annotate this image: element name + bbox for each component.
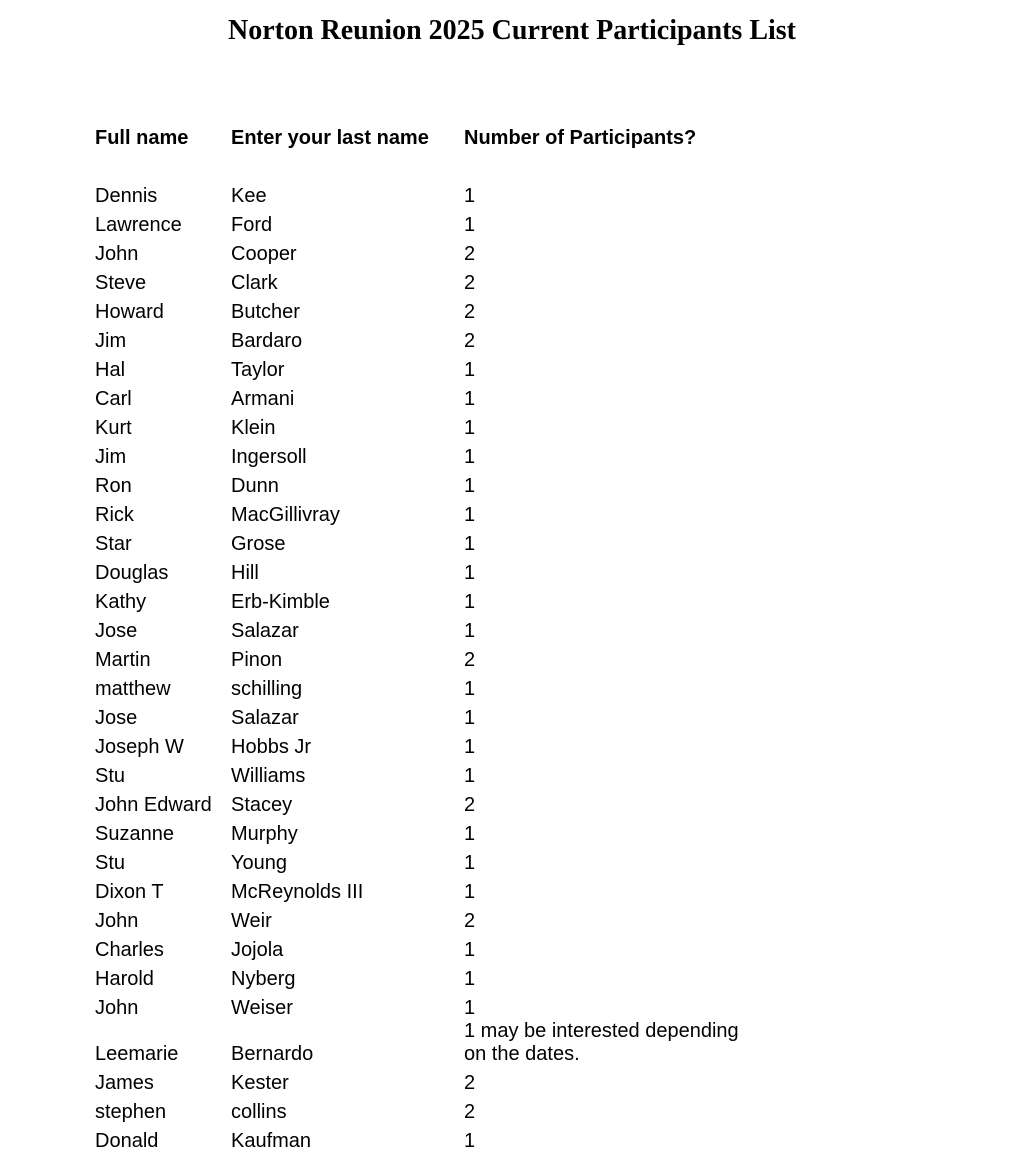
- table-row: [95, 527, 764, 556]
- last-name-cell: Bernardo: [231, 1043, 314, 1065]
- last-name-cell: Nyberg: [231, 968, 296, 990]
- last-name-cell: Klein: [231, 417, 276, 439]
- first-name-cell: Charles: [95, 939, 164, 961]
- table-row: [95, 962, 764, 991]
- participant-count-cell: 1: [464, 504, 476, 526]
- table-row: [95, 585, 764, 614]
- header-row: [95, 115, 764, 150]
- table-row: [95, 672, 764, 701]
- last-name-cell: Taylor: [231, 359, 285, 381]
- last-name-cell: McReynolds III: [231, 881, 364, 903]
- first-name-cell: stephen: [95, 1101, 167, 1123]
- participant-count-cell: 1: [464, 214, 476, 236]
- table-row: [95, 237, 764, 266]
- first-name-cell: Harold: [95, 968, 154, 990]
- participant-count-cell: 1: [464, 388, 476, 410]
- last-name-cell: MacGillivray: [231, 504, 340, 526]
- table-row: [95, 469, 764, 498]
- last-name-cell: Butcher: [231, 301, 300, 323]
- first-name-cell: John: [95, 243, 139, 265]
- last-name-cell: Kee: [231, 185, 267, 207]
- table-row: [95, 498, 764, 527]
- last-name-cell: Grose: [231, 533, 286, 555]
- first-name-cell: Jim: [95, 330, 127, 352]
- participant-count-cell: 2: [464, 1072, 476, 1094]
- table-row: [95, 411, 764, 440]
- table-row: [95, 179, 764, 208]
- table-body: [95, 150, 764, 1153]
- last-name-cell: Kester: [231, 1072, 289, 1094]
- participant-count-cell: 2: [464, 301, 476, 323]
- last-name-cell: collins: [231, 1101, 287, 1123]
- table-row: [95, 701, 764, 730]
- table-row: [95, 556, 764, 585]
- participant-count-cell: 1: [464, 475, 476, 497]
- participant-count-cell: 1: [464, 736, 476, 758]
- last-name-cell: Hobbs Jr: [231, 736, 312, 758]
- first-name-cell: Douglas: [95, 562, 169, 584]
- last-name-cell: Jojola: [231, 939, 284, 961]
- table-row: [95, 846, 764, 875]
- table-row: [95, 614, 764, 643]
- participant-count-cell: 2: [464, 649, 476, 671]
- first-name-cell: Dixon T: [95, 881, 164, 903]
- table-row: [95, 875, 764, 904]
- table-row: [95, 1066, 764, 1095]
- first-name-cell: Suzanne: [95, 823, 174, 845]
- participant-count-cell: 1: [464, 446, 476, 468]
- table-row: [95, 382, 764, 411]
- table-row: [95, 324, 764, 353]
- table-row: [95, 1095, 764, 1124]
- table-row: [95, 353, 764, 382]
- table-row: [95, 788, 764, 817]
- table-row: [95, 1020, 764, 1066]
- first-name-cell: Jim: [95, 446, 127, 468]
- last-name-cell: Weiser: [231, 997, 293, 1019]
- table-row: [95, 266, 764, 295]
- first-name-cell: Stu: [95, 765, 126, 787]
- spacer-row: [95, 150, 764, 179]
- participant-count-cell: 1: [464, 678, 476, 700]
- participant-count-cell: 1: [464, 765, 476, 787]
- participant-count-cell: 1: [464, 591, 476, 613]
- last-name-cell: Williams: [231, 765, 306, 787]
- participant-count-cell: 2: [464, 910, 476, 932]
- participant-count-cell: 1: [464, 185, 476, 207]
- table-row: [95, 208, 764, 237]
- table-row: [95, 643, 764, 672]
- participant-count-cell: 2: [464, 272, 476, 294]
- first-name-cell: James: [95, 1072, 154, 1094]
- last-name-cell: schilling: [231, 678, 303, 700]
- first-name-cell: Carl: [95, 388, 132, 410]
- header-participant-count: Number of Participants?: [464, 127, 697, 149]
- participant-count-cell: 1: [464, 823, 476, 845]
- first-name-cell: John Edward: [95, 794, 212, 816]
- last-name-cell: Salazar: [231, 707, 299, 729]
- first-name-cell: Lawrence: [95, 214, 182, 236]
- participant-count-cell: 1: [464, 939, 476, 961]
- header-full-name: Full name: [95, 127, 189, 149]
- last-name-cell: Armani: [231, 388, 295, 410]
- participant-count-cell: 1: [464, 707, 476, 729]
- first-name-cell: Star: [95, 533, 132, 555]
- last-name-cell: Kaufman: [231, 1130, 312, 1152]
- first-name-cell: Donald: [95, 1130, 159, 1152]
- first-name-cell: Ron: [95, 475, 132, 497]
- first-name-cell: Martin: [95, 649, 151, 671]
- last-name-cell: Stacey: [231, 794, 293, 816]
- participant-count-cell: 2: [464, 330, 476, 352]
- last-name-cell: Erb-Kimble: [231, 591, 330, 613]
- first-name-cell: Kurt: [95, 417, 132, 439]
- last-name-cell: Weir: [231, 910, 272, 932]
- participant-count-cell: 2: [464, 1101, 476, 1123]
- last-name-cell: Dunn: [231, 475, 279, 497]
- first-name-cell: Stu: [95, 852, 126, 874]
- participant-count-cell: 1: [464, 417, 476, 439]
- last-name-cell: Ingersoll: [231, 446, 307, 468]
- first-name-cell: Dennis: [95, 185, 158, 207]
- first-name-cell: Leemarie: [95, 1043, 179, 1065]
- page-title: Norton Reunion 2025 Current Participants List: [227, 15, 797, 46]
- participant-count-cell: 1: [464, 620, 476, 642]
- table-row: [95, 295, 764, 324]
- participant-count-cell: 2: [464, 243, 476, 265]
- participant-count-cell: 1: [464, 968, 476, 990]
- participant-count-cell: 1: [464, 881, 476, 903]
- first-name-cell: Jose: [95, 707, 138, 729]
- table-row: [95, 759, 764, 788]
- last-name-cell: Murphy: [231, 823, 298, 845]
- participant-count-cell: 1: [464, 562, 476, 584]
- first-name-cell: Hal: [95, 359, 126, 381]
- first-name-cell: John: [95, 997, 139, 1019]
- table-row: [95, 440, 764, 469]
- last-name-cell: Clark: [231, 272, 278, 294]
- table-row: [95, 817, 764, 846]
- last-name-cell: Hill: [231, 562, 259, 584]
- first-name-cell: Kathy: [95, 591, 147, 613]
- participant-count-cell: 1: [464, 852, 476, 874]
- participant-count-cell: 1: [464, 359, 476, 381]
- participant-count-cell: 1: [464, 1130, 476, 1152]
- participant-count-cell: 2: [464, 794, 476, 816]
- participant-count-cell: 1 may be interested depending on the dates.: [464, 1020, 739, 1065]
- table-row: [95, 904, 764, 933]
- first-name-cell: Joseph W: [95, 736, 184, 758]
- table-row: [95, 730, 764, 759]
- header-last-name: Enter your last name: [231, 127, 429, 149]
- last-name-cell: Ford: [231, 214, 273, 236]
- last-name-cell: Pinon: [231, 649, 283, 671]
- first-name-cell: Steve: [95, 272, 147, 294]
- table-row: [95, 1124, 764, 1153]
- last-name-cell: Young: [231, 852, 287, 874]
- last-name-cell: Bardaro: [231, 330, 303, 352]
- first-name-cell: matthew: [95, 678, 171, 700]
- table-row: [95, 933, 764, 962]
- table-row: [95, 991, 764, 1020]
- participant-count-cell: 1: [464, 533, 476, 555]
- first-name-cell: John: [95, 910, 139, 932]
- first-name-cell: Rick: [95, 504, 134, 526]
- first-name-cell: Howard: [95, 301, 164, 323]
- last-name-cell: Cooper: [231, 243, 297, 265]
- first-name-cell: Jose: [95, 620, 138, 642]
- last-name-cell: Salazar: [231, 620, 299, 642]
- participants-table: [95, 115, 764, 1153]
- participant-count-cell: 1: [464, 997, 476, 1019]
